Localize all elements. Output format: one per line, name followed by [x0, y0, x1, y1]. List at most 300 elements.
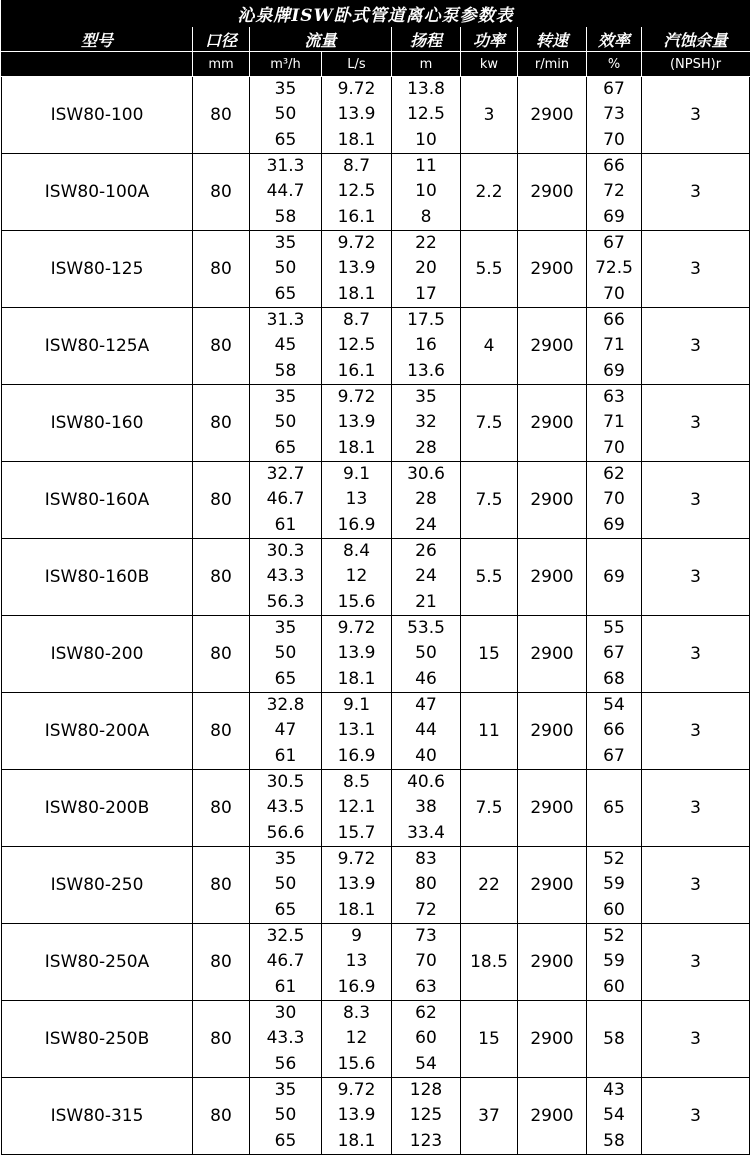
- head-cell: [392, 1078, 461, 1155]
- q2-value: 15.6: [337, 591, 376, 612]
- head-value: 22: [415, 233, 437, 254]
- diameter-cell: 80: [193, 231, 250, 308]
- head-cell: [392, 308, 461, 385]
- speed-cell: 2900: [518, 385, 587, 462]
- head-value: 70: [415, 951, 437, 972]
- flow-ls-cell: [322, 1001, 392, 1078]
- speed-cell: 2900: [518, 154, 587, 231]
- power-cell: 5.5: [461, 231, 518, 308]
- q2-values: [322, 231, 391, 307]
- eff-values: [587, 154, 641, 230]
- q1-value: 31.3: [266, 156, 305, 177]
- eff-value: 55: [603, 618, 625, 639]
- eff-value: 72.5: [595, 258, 633, 279]
- model-cell: ISW80-160A: [2, 462, 193, 539]
- q1-values: [250, 154, 321, 230]
- eff-values: [587, 693, 641, 769]
- eff-values: [587, 1078, 641, 1154]
- head-value: 60: [415, 1028, 437, 1049]
- table-row: [2, 462, 750, 539]
- head-values: [392, 770, 460, 846]
- eff-value: 43: [603, 1080, 625, 1101]
- power-cell: 18.5: [461, 924, 518, 1001]
- table-row: [2, 1078, 750, 1155]
- q1-value: 30.3: [266, 541, 305, 562]
- eff-values: [587, 462, 641, 538]
- npsh-cell: 3: [642, 847, 750, 924]
- q1-value: 47: [274, 720, 297, 741]
- q2-values: [322, 1078, 391, 1154]
- table-body: [2, 77, 750, 1155]
- eff-value: 54: [603, 1105, 625, 1126]
- q1-value: 56.3: [266, 591, 305, 612]
- head-cell: [392, 770, 461, 847]
- head-value: 62: [415, 1003, 437, 1024]
- diameter-cell: 80: [193, 308, 250, 385]
- flow-ls-cell: [322, 539, 392, 616]
- head-cell: [392, 616, 461, 693]
- head-values: [392, 1001, 460, 1077]
- q2-value: 16.1: [337, 360, 376, 381]
- q1-value: 61: [274, 745, 297, 766]
- power-cell: 3: [461, 77, 518, 154]
- power-cell: 11: [461, 693, 518, 770]
- head-value: 40: [415, 745, 437, 766]
- pump-parameter-table: [1, 0, 750, 1155]
- speed-cell: 2900: [518, 462, 587, 539]
- npsh-cell: 3: [642, 462, 750, 539]
- flow-ls-cell: [322, 616, 392, 693]
- q1-values: [250, 231, 321, 307]
- head-value: 12.5: [407, 104, 445, 125]
- q1-value: 65: [274, 437, 297, 458]
- q2-value: 16.1: [337, 206, 376, 227]
- eff-value: 73: [603, 104, 625, 125]
- head-cell: [392, 924, 461, 1001]
- efficiency-cell: [587, 847, 642, 924]
- table-row: [2, 847, 750, 924]
- q2-values: [322, 770, 391, 846]
- unit-flow-ls: L/s: [322, 52, 392, 77]
- head-value: 24: [415, 514, 437, 535]
- flow-m3h-cell: [250, 385, 322, 462]
- head-cell: [392, 385, 461, 462]
- header-power: 功率: [461, 27, 518, 52]
- eff-value: 71: [603, 335, 625, 356]
- table-row: [2, 770, 750, 847]
- header-efficiency: 效率: [587, 27, 642, 52]
- diameter-cell: 80: [193, 1078, 250, 1155]
- head-value: 28: [415, 437, 437, 458]
- speed-cell: 2900: [518, 770, 587, 847]
- q1-value: 65: [274, 668, 297, 689]
- model-cell: ISW80-250A: [2, 924, 193, 1001]
- q1-values: [250, 539, 321, 615]
- unit-diameter: mm: [193, 52, 250, 77]
- head-value: 24: [415, 566, 437, 587]
- q1-value: 65: [274, 1130, 297, 1151]
- head-value: 63: [415, 976, 437, 997]
- speed-cell: 2900: [518, 616, 587, 693]
- head-value: 8: [420, 206, 432, 227]
- unit-flow-m3h: m³/h: [250, 52, 322, 77]
- head-value: 73: [415, 926, 437, 947]
- q1-value: 35: [274, 618, 297, 639]
- diameter-cell: 80: [193, 77, 250, 154]
- q2-value: 13: [345, 489, 368, 510]
- q2-value: 9.72: [337, 79, 376, 100]
- header-npsh: 汽蚀余量: [642, 27, 750, 52]
- flow-ls-cell: [322, 385, 392, 462]
- q1-value: 65: [274, 283, 297, 304]
- diameter-cell: 80: [193, 616, 250, 693]
- head-cell: [392, 847, 461, 924]
- power-cell: 5.5: [461, 539, 518, 616]
- flow-m3h-cell: [250, 770, 322, 847]
- power-cell: 7.5: [461, 385, 518, 462]
- speed-cell: 2900: [518, 847, 587, 924]
- head-value: 13.8: [407, 79, 445, 100]
- q2-value: 13.9: [337, 643, 376, 664]
- q2-value: 18.1: [337, 899, 376, 920]
- speed-cell: 2900: [518, 693, 587, 770]
- flow-m3h-cell: [250, 616, 322, 693]
- efficiency-cell: [587, 1078, 642, 1155]
- eff-value: 58: [603, 1130, 625, 1151]
- table-row: [2, 308, 750, 385]
- head-values: [392, 77, 460, 153]
- npsh-cell: 3: [642, 308, 750, 385]
- q2-value: 18.1: [337, 129, 376, 150]
- efficiency-cell: [587, 616, 642, 693]
- q1-value: 46.7: [266, 951, 305, 972]
- model-cell: ISW80-250B: [2, 1001, 193, 1078]
- eff-value: 72: [603, 181, 625, 202]
- unit-efficiency: %: [587, 52, 642, 77]
- q2-value: 16.9: [337, 745, 376, 766]
- flow-m3h-cell: [250, 154, 322, 231]
- head-value: 28: [415, 489, 437, 510]
- q2-value: 8.7: [342, 310, 371, 331]
- q1-values: [250, 462, 321, 538]
- head-value: 128: [409, 1080, 443, 1101]
- q1-value: 50: [274, 104, 297, 125]
- q1-value: 61: [274, 514, 297, 535]
- eff-values: [587, 539, 641, 615]
- eff-value: 67: [603, 79, 625, 100]
- q2-value: 12: [345, 566, 368, 587]
- diameter-cell: 80: [193, 154, 250, 231]
- model-cell: ISW80-200B: [2, 770, 193, 847]
- q2-value: 15.6: [337, 1053, 376, 1074]
- flow-ls-cell: [322, 770, 392, 847]
- head-values: [392, 539, 460, 615]
- flow-m3h-cell: [250, 1078, 322, 1155]
- q2-values: [322, 1001, 391, 1077]
- flow-ls-cell: [322, 924, 392, 1001]
- power-cell: 2.2: [461, 154, 518, 231]
- eff-value: 70: [603, 437, 625, 458]
- head-cell: [392, 462, 461, 539]
- head-value: 17: [415, 283, 437, 304]
- head-value: 80: [415, 874, 437, 895]
- table-row: [2, 231, 750, 308]
- q1-value: 50: [274, 258, 297, 279]
- npsh-cell: 3: [642, 616, 750, 693]
- head-values: [392, 847, 460, 923]
- speed-cell: 2900: [518, 1078, 587, 1155]
- q2-value: 13.9: [337, 412, 376, 433]
- q2-values: [322, 616, 391, 692]
- q1-values: [250, 847, 321, 923]
- head-cell: [392, 77, 461, 154]
- eff-values: [587, 616, 641, 692]
- table-row: [2, 77, 750, 154]
- unit-speed: r/min: [518, 52, 587, 77]
- eff-values: [587, 231, 641, 307]
- head-value: 44: [415, 720, 437, 741]
- q1-value: 35: [274, 233, 297, 254]
- head-value: 83: [415, 849, 437, 870]
- model-cell: ISW80-100A: [2, 154, 193, 231]
- q1-values: [250, 308, 321, 384]
- eff-value: 71: [603, 412, 625, 433]
- head-value: 32: [415, 412, 437, 433]
- q2-value: 8.3: [342, 1003, 371, 1024]
- head-value: 40.6: [407, 772, 445, 793]
- table-row: [2, 924, 750, 1001]
- npsh-cell: 3: [642, 539, 750, 616]
- q1-values: [250, 77, 321, 153]
- head-value: 30.6: [407, 464, 445, 485]
- power-cell: 4: [461, 308, 518, 385]
- speed-cell: 2900: [518, 539, 587, 616]
- power-cell: 37: [461, 1078, 518, 1155]
- q2-value: 13.9: [337, 258, 376, 279]
- q1-value: 65: [274, 129, 297, 150]
- q2-value: 9: [351, 926, 362, 947]
- power-cell: 15: [461, 616, 518, 693]
- header-flow: 流量: [250, 27, 392, 52]
- table-row: [2, 385, 750, 462]
- flow-ls-cell: [322, 231, 392, 308]
- head-value: 47: [415, 695, 437, 716]
- q2-value: 8.7: [342, 156, 371, 177]
- unit-power: kw: [461, 52, 518, 77]
- head-values: [392, 1078, 460, 1154]
- q1-value: 35: [274, 1080, 297, 1101]
- head-value: 38: [415, 797, 437, 818]
- flow-ls-cell: [322, 77, 392, 154]
- head-value: 10: [415, 129, 437, 150]
- efficiency-cell: [587, 924, 642, 1001]
- table-row: [2, 539, 750, 616]
- eff-values: [587, 385, 641, 461]
- eff-value: 66: [603, 156, 625, 177]
- q1-value: 58: [274, 360, 297, 381]
- npsh-cell: 3: [642, 1078, 750, 1155]
- model-cell: ISW80-315: [2, 1078, 193, 1155]
- q1-value: 56: [274, 1053, 297, 1074]
- q1-value: 50: [274, 1105, 297, 1126]
- head-cell: [392, 231, 461, 308]
- head-values: [392, 231, 460, 307]
- eff-value: 70: [603, 489, 625, 510]
- q1-value: 32.5: [266, 926, 305, 947]
- diameter-cell: 80: [193, 539, 250, 616]
- power-cell: 22: [461, 847, 518, 924]
- q2-value: 9.72: [337, 849, 376, 870]
- q2-value: 15.7: [337, 822, 376, 843]
- q2-value: 18.1: [337, 668, 376, 689]
- model-cell: ISW80-125A: [2, 308, 193, 385]
- q2-value: 12.5: [337, 181, 376, 202]
- q2-values: [322, 693, 391, 769]
- model-cell: ISW80-160B: [2, 539, 193, 616]
- q2-value: 16.9: [337, 976, 376, 997]
- head-value: 20: [415, 258, 437, 279]
- header-diameter: 口径: [193, 27, 250, 52]
- head-value: 125: [409, 1105, 443, 1126]
- npsh-cell: 3: [642, 693, 750, 770]
- eff-value: 54: [603, 695, 625, 716]
- flow-ls-cell: [322, 462, 392, 539]
- eff-value: 67: [603, 643, 625, 664]
- head-cell: [392, 693, 461, 770]
- diameter-cell: 80: [193, 385, 250, 462]
- q2-value: 9.72: [337, 1080, 376, 1101]
- efficiency-cell: [587, 77, 642, 154]
- eff-value: 69: [603, 514, 625, 535]
- model-cell: ISW80-250: [2, 847, 193, 924]
- eff-value: 69: [603, 206, 625, 227]
- power-cell: 15: [461, 1001, 518, 1078]
- npsh-cell: 3: [642, 770, 750, 847]
- eff-values: [587, 924, 641, 1000]
- head-value: 72: [415, 899, 437, 920]
- speed-cell: 2900: [518, 308, 587, 385]
- eff-values: [587, 770, 641, 846]
- q1-value: 30: [274, 1003, 297, 1024]
- flow-m3h-cell: [250, 308, 322, 385]
- speed-cell: 2900: [518, 77, 587, 154]
- q1-value: 45: [274, 335, 297, 356]
- model-cell: ISW80-100: [2, 77, 193, 154]
- flow-m3h-cell: [250, 539, 322, 616]
- npsh-cell: 3: [642, 231, 750, 308]
- q1-values: [250, 1001, 321, 1077]
- q1-value: 30.5: [266, 772, 305, 793]
- eff-values: [587, 308, 641, 384]
- head-values: [392, 462, 460, 538]
- eff-value: 68: [603, 668, 625, 689]
- eff-value: 70: [603, 283, 625, 304]
- power-cell: 7.5: [461, 770, 518, 847]
- q1-value: 43.3: [266, 566, 305, 587]
- flow-ls-cell: [322, 693, 392, 770]
- table-row: [2, 693, 750, 770]
- diameter-cell: 80: [193, 462, 250, 539]
- flow-ls-cell: [322, 847, 392, 924]
- efficiency-cell: [587, 154, 642, 231]
- q2-value: 13.9: [337, 874, 376, 895]
- q1-value: 32.7: [266, 464, 305, 485]
- flow-ls-cell: [322, 308, 392, 385]
- q1-value: 46.7: [266, 489, 305, 510]
- q1-value: 35: [274, 387, 297, 408]
- efficiency-cell: [587, 462, 642, 539]
- eff-value: 63: [603, 387, 625, 408]
- q1-values: [250, 770, 321, 846]
- q2-value: 12: [345, 1028, 368, 1049]
- head-value: 16: [415, 335, 437, 356]
- q2-value: 8.4: [342, 541, 371, 562]
- head-cell: [392, 154, 461, 231]
- flow-m3h-cell: [250, 462, 322, 539]
- flow-m3h-cell: [250, 1001, 322, 1078]
- q2-value: 18.1: [337, 437, 376, 458]
- q1-value: 32.8: [266, 695, 305, 716]
- npsh-cell: 3: [642, 385, 750, 462]
- flow-ls-cell: [322, 1078, 392, 1155]
- q2-value: 12.5: [337, 335, 376, 356]
- head-cell: [392, 539, 461, 616]
- unit-head: m: [392, 52, 461, 77]
- eff-value: 59: [603, 874, 625, 895]
- q2-values: [322, 924, 391, 1000]
- q2-values: [322, 385, 391, 461]
- q1-value: 50: [274, 643, 297, 664]
- model-cell: ISW80-125: [2, 231, 193, 308]
- eff-values: [587, 1001, 641, 1077]
- q2-value: 9.72: [337, 618, 376, 639]
- header-speed: 转速: [518, 27, 587, 52]
- q1-value: 43.3: [266, 1028, 305, 1049]
- eff-values: [587, 847, 641, 923]
- table-row: [2, 154, 750, 231]
- table-row: [2, 616, 750, 693]
- speed-cell: 2900: [518, 924, 587, 1001]
- q1-value: 65: [274, 899, 297, 920]
- flow-m3h-cell: [250, 231, 322, 308]
- head-values: [392, 385, 460, 461]
- q2-value: 9.72: [337, 233, 376, 254]
- q2-value: 13.9: [337, 1105, 376, 1126]
- head-value: 46: [415, 668, 437, 689]
- head-value: 26: [415, 541, 437, 562]
- q2-values: [322, 77, 391, 153]
- q1-value: 61: [274, 976, 297, 997]
- q2-value: 18.1: [337, 283, 376, 304]
- q2-value: 9.1: [342, 464, 371, 485]
- efficiency-cell: [587, 1001, 642, 1078]
- efficiency-cell: [587, 385, 642, 462]
- eff-value: 67: [603, 745, 625, 766]
- flow-m3h-cell: [250, 693, 322, 770]
- diameter-cell: 80: [193, 924, 250, 1001]
- q1-value: 31.3: [266, 310, 305, 331]
- q1-value: 58: [274, 206, 297, 227]
- q2-values: [322, 539, 391, 615]
- efficiency-cell: [587, 693, 642, 770]
- head-value: 123: [409, 1130, 443, 1151]
- q2-values: [322, 154, 391, 230]
- q1-value: 44.7: [266, 181, 305, 202]
- head-value: 35: [415, 387, 437, 408]
- q2-value: 9.72: [337, 387, 376, 408]
- q1-values: [250, 693, 321, 769]
- eff-value: 65: [603, 797, 625, 818]
